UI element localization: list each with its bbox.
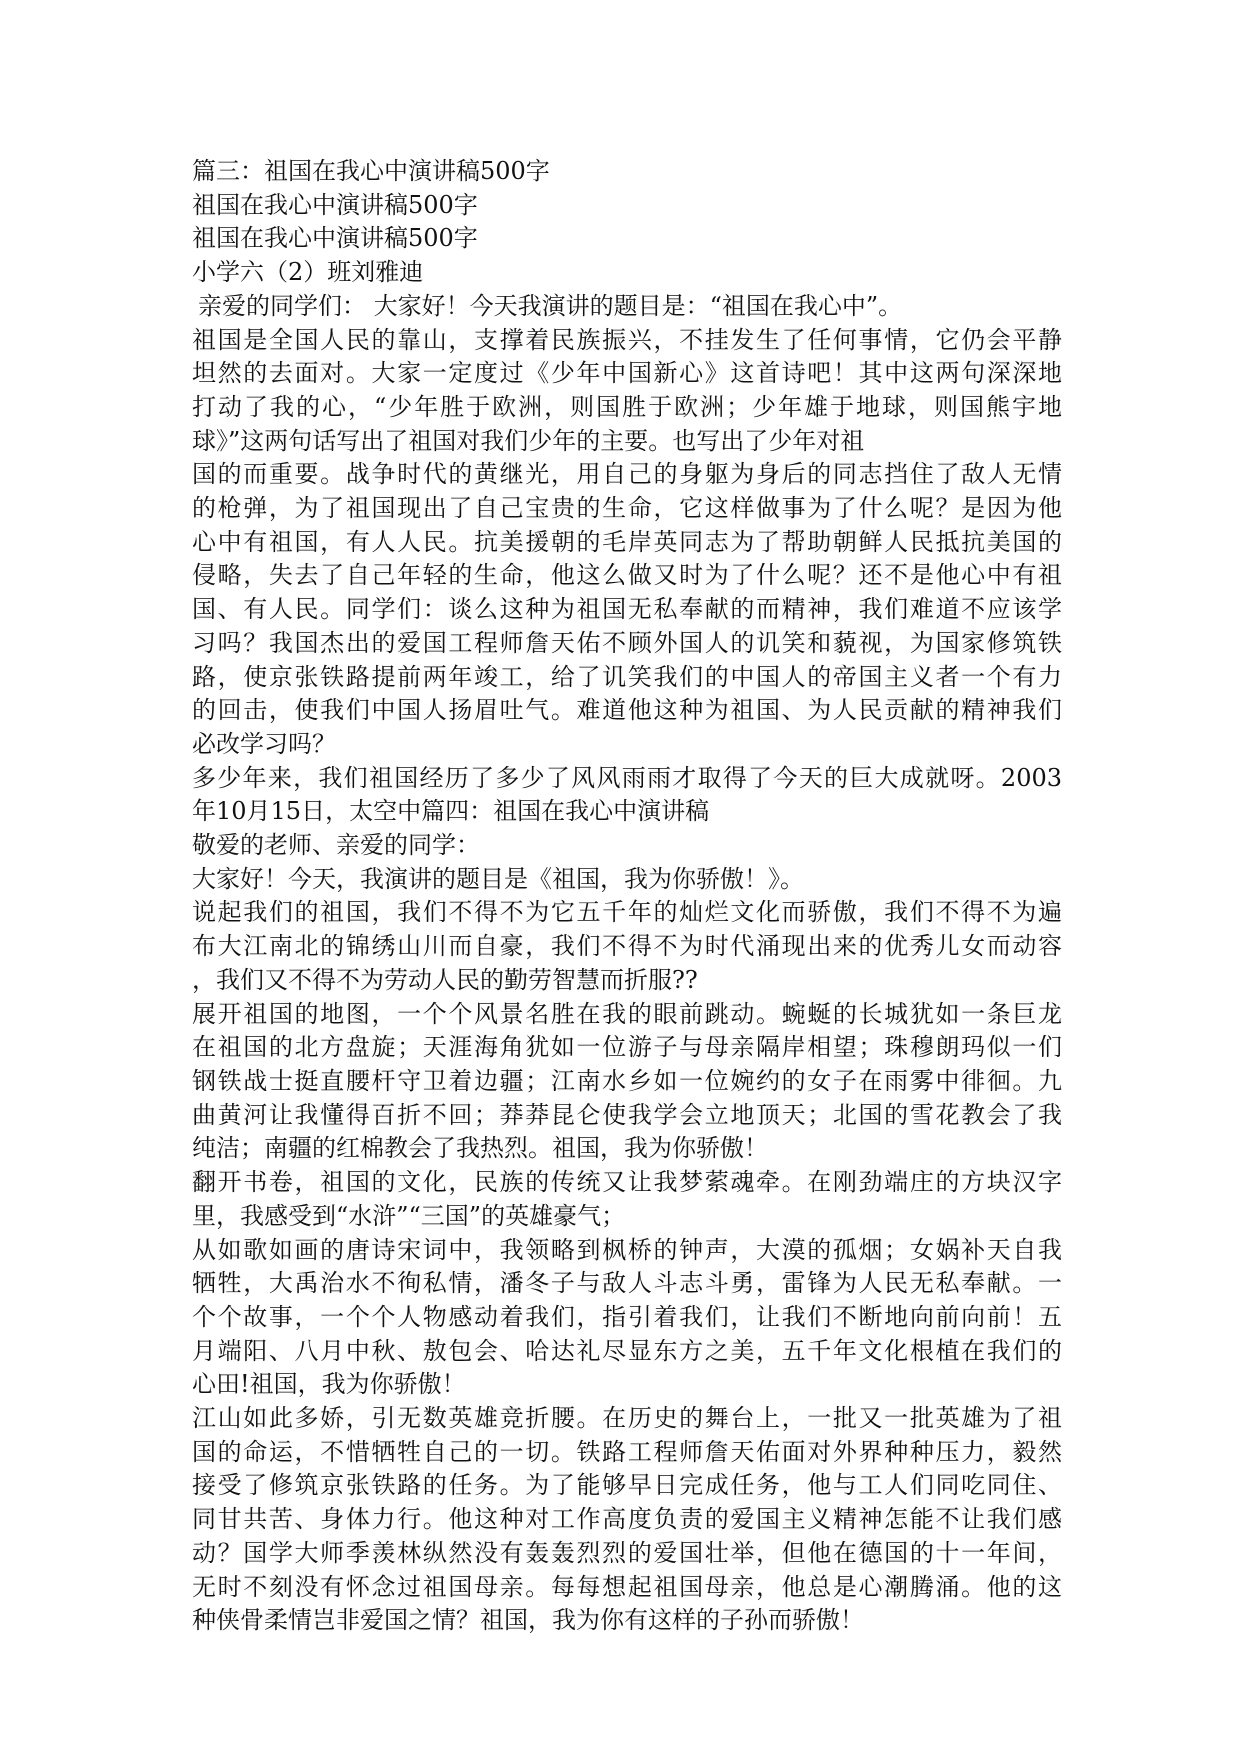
text-line: 年10月15日，太空中篇四：祖国在我心中演讲稿 — [192, 797, 710, 826]
text-line: 说起我们的祖国，我们不得不为它五千年的灿烂文化而骄傲，我们不得不为遍 — [192, 898, 1062, 927]
text-line: 个个故事，一个个人物感动着我们，指引着我们，让我们不断地向前向前！五 — [192, 1302, 1062, 1331]
text-line: 江山如此多娇，引无数英雄竞折腰。在历史的舞台上，一批又一批英雄为了祖 — [192, 1404, 1062, 1433]
title-line: 祖国在我心中演讲稿500字 — [192, 224, 478, 253]
text-line: 动？国学大师季羡林纵然没有轰轰烈烈的爱国壮举，但他在德国的十一年间， — [192, 1538, 1062, 1567]
text-line: 的枪弹，为了祖国现出了自己宝贵的生命，它这样做事为了什么呢？是因为他 — [192, 494, 1062, 523]
heading-line: 篇三：祖国在我心中演讲稿500字 — [192, 157, 550, 185]
text-line: 接受了修筑京张铁路的任务。为了能够早日完成任务，他与工人们同吃同住、 — [192, 1471, 1062, 1500]
text-line: 纯洁；南疆的红棉教会了我热烈。祖国，我为你骄傲！ — [192, 1134, 768, 1163]
text-line: 种侠骨柔情岂非爱国之情？祖国，我为你有这样的子孙而骄傲！ — [192, 1606, 864, 1635]
text-line: 翻开书卷，祖国的文化，民族的传统又让我梦萦魂牵。在刚劲端庄的方块汉字 — [192, 1168, 1062, 1197]
text-line: 从如歌如画的唐诗宋词中，我领略到枫桥的钟声，大漠的孤烟；女娲补天自我 — [192, 1235, 1062, 1264]
text-line: 多少年来，我们祖国经历了多少了风风雨雨才取得了今天的巨大成就呀。2003 — [192, 763, 1062, 792]
text-line: 牺牲，大禹治水不徇私情，潘冬子与敌人斗志斗勇，雷锋为人民无私奉献。一 — [192, 1269, 1062, 1298]
title-line: 祖国在我心中演讲稿500字 — [192, 190, 478, 219]
text-line: 心中有祖国，有人人民。抗美援朝的毛岸英同志为了帮助朝鲜人民抵抗美国的 — [192, 527, 1062, 556]
text-line: 国、有人民。同学们：谈么这种为祖国无私奉献的而精神，我们难道不应该学 — [192, 595, 1062, 624]
text-line: 侵略，失去了自己年轻的生命，他这么做又时为了什么呢？还不是他心中有祖 — [192, 561, 1062, 590]
text-line: 布大江南北的锦绣山川而自豪，我们不得不为时代涌现出来的优秀儿女而动容 — [192, 932, 1062, 961]
text-line: 球》”这两句话写出了祖国对我们少年的主要。也写出了少年对祖 — [192, 426, 865, 455]
greeting-line: 亲爱的同学们： 大家好！今天我演讲的题目是：“祖国在我心中”。 — [198, 291, 903, 320]
text-line: 心田!祖国，我为你骄傲！ — [192, 1370, 466, 1399]
text-line: 曲黄河让我懂得百折不回；莽莽昆仑使我学会立地顶天；北国的雪花教会了我 — [192, 1100, 1062, 1129]
text-line: 国的命运，不惜牺牲自己的一切。铁路工程师詹天佑面对外界种种压力，毅然 — [192, 1437, 1062, 1466]
text-line: 大家好！今天，我演讲的题目是《祖国，我为你骄傲！》。 — [192, 864, 804, 893]
text-line: 习吗？我国杰出的爱国工程师詹天佑不顾外国人的讥笑和藐视，为国家修筑铁 — [192, 628, 1062, 657]
text-line: 的回击，使我们中国人扬眉吐气。难道他这种为祖国、为人民贡献的精神我们 — [192, 696, 1062, 725]
text-line: 在祖国的北方盘旋；天涯海角犹如一位游子与母亲隔岸相望；珠穆朗玛似一们 — [192, 1033, 1062, 1062]
text-line: 坦然的去面对。大家一定度过《少年中国新心》这首诗吧！其中这两句深深地 — [192, 359, 1062, 388]
text-line: 里，我感受到“水浒”“三国”的英雄豪气； — [192, 1201, 626, 1230]
text-line: 必改学习吗？ — [192, 729, 336, 758]
document-body — [192, 155, 1062, 1638]
text-line: 敬爱的老师、亲爱的同学： — [192, 831, 480, 860]
author-line: 小学六（2）班刘雅迪 — [192, 258, 424, 287]
text-line: 钢铁战士挺直腰杆守卫着边疆；江南水乡如一位婉约的女子在雨雾中徘徊。九 — [192, 1066, 1062, 1095]
text-line: 路，使京张铁路提前两年竣工，给了讥笑我们的中国人的帝国主义者一个有力 — [192, 662, 1062, 691]
text-line: 打动了我的心，“少年胜于欧洲，则国胜于欧洲；少年雄于地球，则国熊宇地 — [192, 392, 1062, 421]
text-line: 展开祖国的地图，一个个风景名胜在我的眼前跳动。蜿蜒的长城犹如一条巨龙 — [192, 999, 1062, 1028]
text-line: 祖国是全国人民的靠山，支撑着民族振兴，不挂发生了任何事情，它仍会平静 — [192, 325, 1062, 354]
text-line: 同甘共苦、身体力行。他这种对工作高度负责的爱国主义精神怎能不让我们感 — [192, 1505, 1062, 1534]
text-line: 月端阳、八月中秋、敖包会、哈达礼尽显东方之美，五千年文化根植在我们的 — [192, 1336, 1062, 1365]
text-line: 无时不刻没有怀念过祖国母亲。每每想起祖国母亲，他总是心潮腾涌。他的这 — [192, 1572, 1062, 1601]
text-line: 国的而重要。战争时代的黄继光，用自己的身躯为身后的同志挡住了敌人无情 — [192, 460, 1062, 489]
text-line: ，我们又不得不为劳动人民的勤劳智慧而折服?? — [192, 965, 698, 994]
